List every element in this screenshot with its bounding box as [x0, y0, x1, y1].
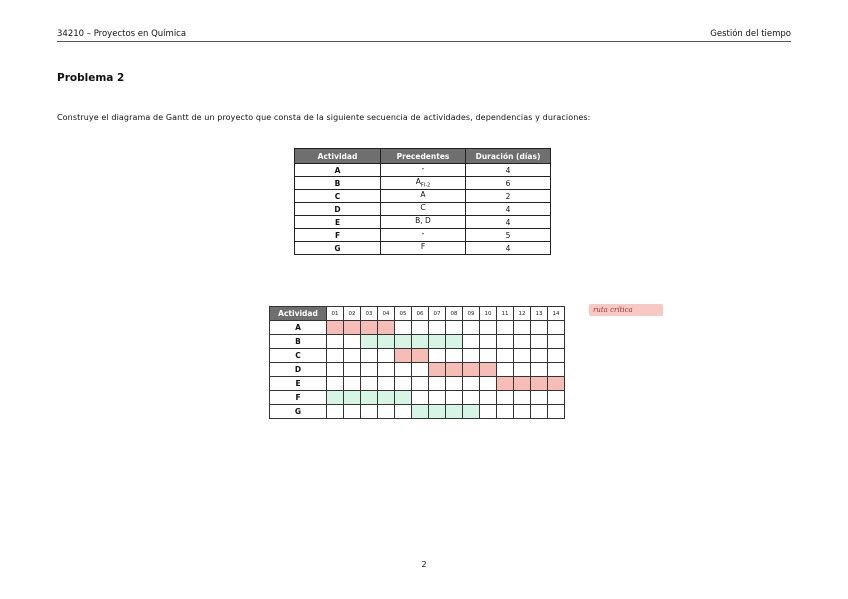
gantt-bar-cell: [361, 321, 378, 335]
dependency-row: [295, 177, 551, 190]
gantt-bar-cell: [412, 349, 429, 363]
gantt-activity-label: A: [270, 321, 327, 335]
duration-cell: 4: [466, 242, 551, 255]
gantt-empty-cell: [531, 349, 548, 363]
gantt-bar-cell: [531, 377, 548, 391]
precedents-cell: [381, 164, 466, 177]
gantt-bar-cell: [412, 335, 429, 349]
gantt-empty-cell: [429, 377, 446, 391]
gantt-empty-cell: [429, 349, 446, 363]
gantt-empty-cell: [344, 349, 361, 363]
precedents-relation: FI-2: [420, 182, 431, 189]
gantt-bar-cell: [429, 335, 446, 349]
gantt-empty-cell: [361, 377, 378, 391]
gantt-empty-cell: [497, 321, 514, 335]
gantt-row: [270, 363, 565, 377]
gantt-empty-cell: [412, 321, 429, 335]
gantt-empty-cell: [429, 391, 446, 405]
gantt-empty-cell: [412, 377, 429, 391]
gantt-bar-cell: [378, 335, 395, 349]
activity-cell: C: [295, 190, 381, 203]
col-precedents-header: Precedentes: [381, 149, 466, 164]
gantt-bar-cell: [395, 335, 412, 349]
gantt-empty-cell: [548, 391, 565, 405]
gantt-empty-cell: [344, 363, 361, 377]
gantt-empty-cell: [463, 321, 480, 335]
precedents-cell: [381, 242, 466, 255]
gantt-empty-cell: [480, 349, 497, 363]
gantt-bar-cell: [344, 321, 361, 335]
day-header: 07: [429, 307, 446, 321]
precedents-value: F: [420, 242, 426, 252]
gantt-bar-cell: [361, 391, 378, 405]
gantt-empty-cell: [395, 377, 412, 391]
gantt-empty-cell: [531, 391, 548, 405]
gantt-empty-cell: [514, 405, 531, 419]
gantt-bar-cell: [429, 405, 446, 419]
day-header: 04: [378, 307, 395, 321]
gantt-empty-cell: [378, 349, 395, 363]
dependencies-table: [294, 148, 551, 255]
activity-cell: F: [295, 229, 381, 242]
day-header: 13: [531, 307, 548, 321]
gantt-activity-header: Actividad: [270, 307, 327, 321]
activity-cell: E: [295, 216, 381, 229]
gantt-empty-cell: [395, 321, 412, 335]
gantt-empty-cell: [361, 405, 378, 419]
gantt-empty-cell: [327, 349, 344, 363]
gantt-empty-cell: [429, 321, 446, 335]
gantt-row: [270, 349, 565, 363]
gantt-bar-cell: [463, 405, 480, 419]
day-header: 05: [395, 307, 412, 321]
gantt-empty-cell: [378, 363, 395, 377]
day-header: 09: [463, 307, 480, 321]
gantt-bar-cell: [446, 405, 463, 419]
gantt-empty-cell: [361, 363, 378, 377]
gantt-row: [270, 321, 565, 335]
gantt-bar-cell: [395, 391, 412, 405]
duration-cell: 5: [466, 229, 551, 242]
gantt-empty-cell: [480, 405, 497, 419]
gantt-empty-cell: [514, 349, 531, 363]
gantt-empty-cell: [446, 377, 463, 391]
gantt-empty-cell: [463, 377, 480, 391]
gantt-empty-cell: [327, 363, 344, 377]
header-topic: Gestión del tiempo: [710, 29, 791, 39]
gantt-empty-cell: [395, 363, 412, 377]
duration-cell: 6: [466, 177, 551, 190]
activity-cell: G: [295, 242, 381, 255]
col-activity-header: Actividad: [295, 149, 381, 164]
gantt-bar-cell: [327, 391, 344, 405]
gantt-empty-cell: [497, 391, 514, 405]
gantt-empty-cell: [446, 321, 463, 335]
gantt-activity-label: G: [270, 405, 327, 419]
gantt-bar-cell: [463, 363, 480, 377]
gantt-activity-label: E: [270, 377, 327, 391]
precedents-value: C: [420, 203, 426, 213]
gantt-empty-cell: [480, 335, 497, 349]
gantt-empty-cell: [378, 405, 395, 419]
gantt-empty-cell: [327, 335, 344, 349]
gantt-empty-cell: [531, 405, 548, 419]
gantt-activity-label: B: [270, 335, 327, 349]
gantt-bar-cell: [446, 335, 463, 349]
day-header: 03: [361, 307, 378, 321]
gantt-chart: [269, 306, 565, 419]
dependency-row: [295, 164, 551, 177]
gantt-row: [270, 391, 565, 405]
day-header: 11: [497, 307, 514, 321]
gantt-bar-cell: [497, 377, 514, 391]
page-header: [57, 27, 791, 42]
dependency-row: [295, 203, 551, 216]
gantt-empty-cell: [463, 349, 480, 363]
gantt-empty-cell: [548, 363, 565, 377]
gantt-empty-cell: [412, 391, 429, 405]
gantt-bar-cell: [412, 405, 429, 419]
critical-path-note: ruta crítica: [589, 304, 663, 316]
gantt-empty-cell: [497, 363, 514, 377]
gantt-bar-cell: [327, 321, 344, 335]
gantt-empty-cell: [548, 321, 565, 335]
dependency-row: [295, 242, 551, 255]
precedents-value: A: [415, 177, 421, 187]
page-number: 2: [421, 560, 427, 569]
gantt-bar-cell: [344, 391, 361, 405]
gantt-bar-cell: [548, 377, 565, 391]
gantt-empty-cell: [514, 363, 531, 377]
gantt-empty-cell: [446, 391, 463, 405]
gantt-bar-cell: [361, 335, 378, 349]
gantt-empty-cell: [463, 335, 480, 349]
duration-cell: 4: [466, 164, 551, 177]
dependencies-header-row: [295, 149, 551, 164]
gantt-empty-cell: [344, 335, 361, 349]
gantt-empty-cell: [327, 405, 344, 419]
gantt-row: [270, 335, 565, 349]
gantt-empty-cell: [531, 335, 548, 349]
activity-cell: D: [295, 203, 381, 216]
gantt-empty-cell: [497, 405, 514, 419]
day-header: 08: [446, 307, 463, 321]
gantt-empty-cell: [395, 405, 412, 419]
gantt-empty-cell: [344, 377, 361, 391]
gantt-empty-cell: [531, 321, 548, 335]
gantt-empty-cell: [514, 391, 531, 405]
header-course: 34210 – Proyectos en Química: [57, 29, 187, 39]
precedents-cell: [381, 216, 466, 229]
gantt-empty-cell: [480, 321, 497, 335]
gantt-activity-label: F: [270, 391, 327, 405]
gantt-row: [270, 405, 565, 419]
gantt-bar-cell: [429, 363, 446, 377]
gantt-empty-cell: [446, 349, 463, 363]
gantt-empty-cell: [327, 377, 344, 391]
precedents-cell: [381, 190, 466, 203]
gantt-empty-cell: [514, 321, 531, 335]
gantt-empty-cell: [412, 363, 429, 377]
day-header: 10: [480, 307, 497, 321]
gantt-empty-cell: [361, 349, 378, 363]
gantt-empty-cell: [497, 335, 514, 349]
gantt-empty-cell: [480, 391, 497, 405]
duration-cell: 4: [466, 216, 551, 229]
gantt-empty-cell: [548, 349, 565, 363]
problem-title: Problema 2: [57, 72, 125, 84]
gantt-empty-cell: [548, 405, 565, 419]
gantt-bar-cell: [378, 321, 395, 335]
dependency-row: [295, 216, 551, 229]
precedents-cell: [381, 177, 466, 190]
duration-cell: 2: [466, 190, 551, 203]
gantt-empty-cell: [548, 335, 565, 349]
col-duration-header: Duración (días): [466, 149, 551, 164]
gantt-bar-cell: [378, 391, 395, 405]
gantt-row: [270, 377, 565, 391]
gantt-empty-cell: [531, 363, 548, 377]
day-header: 14: [548, 307, 565, 321]
precedents-value: -: [421, 164, 425, 174]
gantt-empty-cell: [497, 349, 514, 363]
activity-cell: B: [295, 177, 381, 190]
dependency-row: [295, 190, 551, 203]
gantt-bar-cell: [514, 377, 531, 391]
gantt-empty-cell: [514, 335, 531, 349]
gantt-activity-label: C: [270, 349, 327, 363]
gantt-empty-cell: [378, 377, 395, 391]
day-header: 02: [344, 307, 361, 321]
gantt-empty-cell: [344, 405, 361, 419]
day-header: 12: [514, 307, 531, 321]
gantt-activity-label: D: [270, 363, 327, 377]
precedents-cell: [381, 229, 466, 242]
precedents-cell: [381, 203, 466, 216]
day-header: 01: [327, 307, 344, 321]
precedents-value: B, D: [415, 216, 431, 226]
activity-cell: A: [295, 164, 381, 177]
precedents-value: -: [421, 229, 425, 239]
gantt-empty-cell: [480, 377, 497, 391]
gantt-header-row: [270, 307, 565, 321]
gantt-bar-cell: [446, 363, 463, 377]
problem-statement: Construye el diagrama de Gantt de un proyecto que consta de la siguiente secuencia de actividades, dependencias y duraciones:: [57, 113, 591, 122]
duration-cell: 4: [466, 203, 551, 216]
day-header: 06: [412, 307, 429, 321]
gantt-empty-cell: [463, 391, 480, 405]
gantt-bar-cell: [480, 363, 497, 377]
gantt-bar-cell: [395, 349, 412, 363]
precedents-value: A: [420, 190, 426, 200]
dependency-row: [295, 229, 551, 242]
